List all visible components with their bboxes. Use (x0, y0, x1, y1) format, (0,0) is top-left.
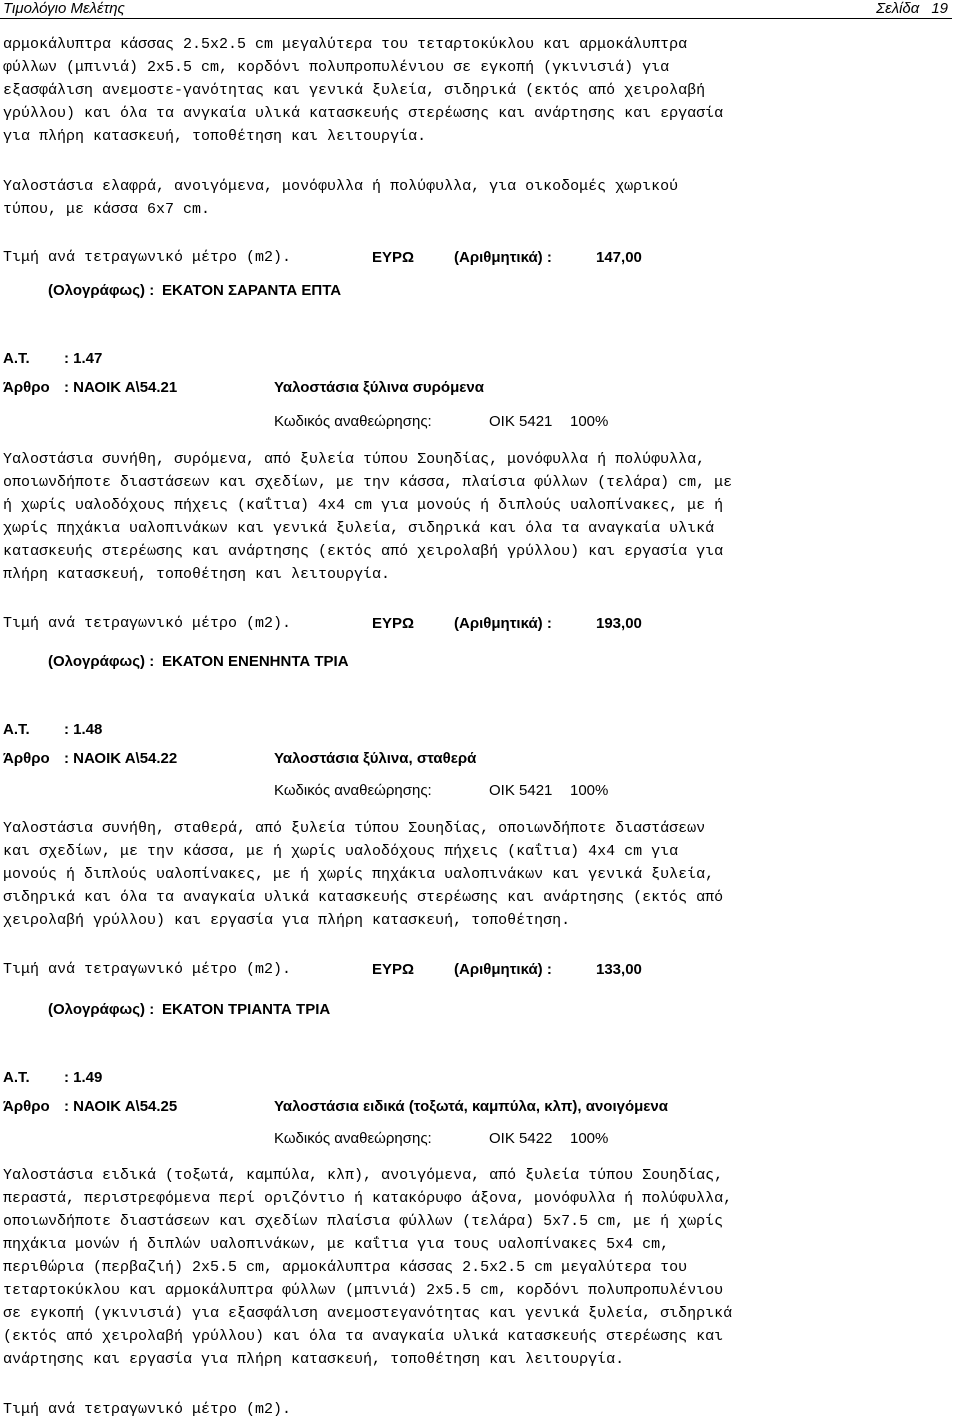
price-currency: ΕΥΡΩ (372, 249, 415, 266)
paragraph-line: ή χωρίς υαλοδόχους πήχεις (καΐτια) 4x4 cm για μονούς ή διπλούς υαλοπίνακες, με ή (3, 497, 724, 514)
revision-percent: 100% (570, 413, 609, 430)
price-numeric-value: 133,00 (596, 961, 642, 978)
paragraph-line: πηχάκια μονών ή διπλών υαλοπινάκων, με καΐτια για τους υαλοπίνακες 5x4 cm, (3, 1236, 670, 1253)
price-words-label: (Ολογράφως) : (48, 1001, 155, 1018)
paragraph-line: και σχεδίων, με την κάσσα, με ή χωρίς υαλοδόχους πήχεις (καΐτια) 4x4 cm για (3, 843, 679, 860)
paragraph-line: Υαλοστάσια συνήθη, συρόμενα, από ξυλεία τύπου Σουηδίας, μονόφυλλα ή πολύφυλλα, (3, 451, 706, 468)
article-title: Υαλοστάσια ειδικά (τοξωτά, καμπύλα, κλπ), ανοιγόμενα (274, 1098, 668, 1115)
paragraph-line: πλήρη κατασκευή, τοποθέτηση και λειτουργία. (3, 566, 391, 583)
paragraph-line: τεταρτοκύκλου και αρμοκάλυπτρα φύλλων (μπινιά) 2x5.5 cm, κορδόνι πολυπροπυλένιου (3, 1282, 724, 1299)
paragraph-line: για πλήρη κατασκευή, τοποθέτηση και λειτουργία. (3, 128, 427, 145)
page-header (0, 0, 952, 19)
price-words-value: ΕΚΑΤΟΝ ΣΑΡΑΝΤΑ ΕΠΤΑ (162, 282, 342, 299)
price-unit-text: Τιμή ανά τετραγωνικό μέτρο (m2). (3, 249, 292, 266)
paragraph-line: ανάρτησης και εργασία για πλήρη κατασκευή, τοποθέτηση και λειτουργία. (3, 1351, 625, 1368)
revision-label: Κωδικός αναθεώρησης: (274, 782, 432, 799)
paragraph-line: περαστά, περιστρεφόμενα περί οριζόντιο ή κατακόρυφο άξονα, μονόφυλλα ή πολύφυλλα, (3, 1190, 733, 1207)
article-title: Υαλοστάσια ξύλινα, σταθερά (274, 750, 477, 767)
price-numeric-value: 193,00 (596, 615, 642, 632)
at-label: Α.Τ. (3, 1069, 30, 1086)
price-unit-text: Τιμή ανά τετραγωνικό μέτρο (m2). (3, 1401, 292, 1418)
revision-percent: 100% (570, 782, 609, 799)
paragraph-line: χειρολαβή γρύλλου) και εργασία για πλήρη κατασκευή, τοποθέτηση. (3, 912, 571, 929)
article-title: Υαλοστάσια ξύλινα συρόμενα (274, 379, 484, 396)
price-numeric-label: (Αριθμητικά) : (454, 249, 552, 266)
price-currency: ΕΥΡΩ (372, 961, 415, 978)
article-label: Άρθρο (3, 750, 50, 767)
revision-percent: 100% (570, 1130, 609, 1147)
page-number: 19 (931, 0, 948, 17)
paragraph-line: (εκτός από χειρολαβή γρύλλου) και όλα τα αναγκαία υλικά κατασκευής στερέωσης και (3, 1328, 724, 1345)
price-numeric-label: (Αριθμητικά) : (454, 615, 552, 632)
price-unit-text: Τιμή ανά τετραγωνικό μέτρο (m2). (3, 961, 292, 978)
article-code: : ΝΑΟΙΚ Α\54.25 (64, 1098, 178, 1115)
price-words-value: ΕΚΑΤΟΝ ΕΝΕΝΗΝΤΑ ΤΡΙΑ (162, 653, 349, 670)
revision-label: Κωδικός αναθεώρησης: (274, 413, 432, 430)
at-value: : 1.47 (64, 350, 103, 367)
paragraph-line: εξασφάλιση ανεμοστε-γανότητας και γενικά ξυλεία, σιδηρικά (εκτός από χειρολαβή (3, 82, 706, 99)
price-numeric-value: 147,00 (596, 249, 642, 266)
article-label: Άρθρο (3, 379, 50, 396)
at-value: : 1.48 (64, 721, 103, 738)
paragraph-line: μονούς ή διπλούς υαλοπίνακες, με ή χωρίς πηχάκια υαλοπινάκων και γενικά ξυλεία, (3, 866, 715, 883)
at-label: Α.Τ. (3, 350, 30, 367)
paragraph-line: φύλλων (μπινιά) 2x5.5 cm, κορδόνι πολυπροπυλένιου σε εγκοπή (γκινισιά) για (3, 59, 670, 76)
price-unit-text: Τιμή ανά τετραγωνικό μέτρο (m2). (3, 615, 292, 632)
price-currency: ΕΥΡΩ (372, 615, 415, 632)
paragraph-line: Υαλοστάσια ελαφρά, ανοιγόμενα, μονόφυλλα ή πολύφυλλα, για οικοδομές χωρικού (3, 178, 679, 195)
paragraph-line: οποιωνδήποτε διαστάσεων και σχεδίων πλαίσια φύλλων (τελάρα) 5x7.5 cm, με ή χωρίς (3, 1213, 724, 1230)
revision-code: ΟΙΚ 5422 (489, 1130, 553, 1147)
document-title: Τιμολόγιο Μελέτης (3, 0, 125, 17)
price-words-value: ΕΚΑΤΟΝ ΤΡΙΑΝΤΑ ΤΡΙΑ (162, 1001, 331, 1018)
page-indicator (876, 0, 948, 17)
revision-label: Κωδικός αναθεώρησης: (274, 1130, 432, 1147)
paragraph-line: περιθώρια (περβαζιή) 2x5.5 cm, αρμοκάλυπτρα κάσσας 2.5x2.5 cm μεγαλύτερα του (3, 1259, 688, 1276)
at-value: : 1.49 (64, 1069, 103, 1086)
article-code: : ΝΑΟΙΚ Α\54.21 (64, 379, 178, 396)
paragraph-line: οποιωνδήποτε διαστάσεων και σχεδίων, με την κάσσα, πλαίσια φύλλων (τελάρα) cm, με (3, 474, 733, 491)
at-label: Α.Τ. (3, 721, 30, 738)
article-code: : ΝΑΟΙΚ Α\54.22 (64, 750, 178, 767)
paragraph-line: Υαλοστάσια συνήθη, σταθερά, από ξυλεία τύπου Σουηδίας, οποιωνδήποτε διαστάσεων (3, 820, 706, 837)
price-numeric-label: (Αριθμητικά) : (454, 961, 552, 978)
paragraph-line: κατασκευής στερέωσης και ανάρτησης (εκτός από χειρολαβή γρύλλου) και εργασία για (3, 543, 724, 560)
paragraph-line: γρύλλου) και όλα τα ανγκαία υλικά κατασκευής στερέωσης και ανάρτησης και εργασία (3, 105, 724, 122)
paragraph-line: τύπου, με κάσσα 6x7 cm. (3, 201, 211, 218)
paragraph-line: σιδηρικά και όλα τα αναγκαία υλικά κατασκευής στερέωσης και ανάρτησης (εκτός από (3, 889, 724, 906)
revision-code: ΟΙΚ 5421 (489, 413, 553, 430)
paragraph-line: Υαλοστάσια ειδικά (τοξωτά, καμπύλα, κλπ), ανοιγόμενα, από ξυλεία τύπου Σουηδίας, (3, 1167, 724, 1184)
price-words-label: (Ολογράφως) : (48, 282, 155, 299)
revision-code: ΟΙΚ 5421 (489, 782, 553, 799)
paragraph-line: σε εγκοπή (γκινισιά) για εξασφάλιση ανεμοστεγανότητας και γενικά ξυλεία, σιδηρικά (3, 1305, 733, 1322)
page-label: Σελίδα (876, 0, 920, 17)
price-words-label: (Ολογράφως) : (48, 653, 155, 670)
paragraph-line: αρμοκάλυπτρα κάσσας 2.5x2.5 cm μεγαλύτερα του τεταρτοκύκλου και αρμοκάλυπτρα (3, 36, 688, 53)
article-label: Άρθρο (3, 1098, 50, 1115)
paragraph-line: χωρίς πηχάκια υαλοπινάκων και γενικά ξυλεία, σιδηρικά και όλα τα αναγκαία υλικά (3, 520, 715, 537)
